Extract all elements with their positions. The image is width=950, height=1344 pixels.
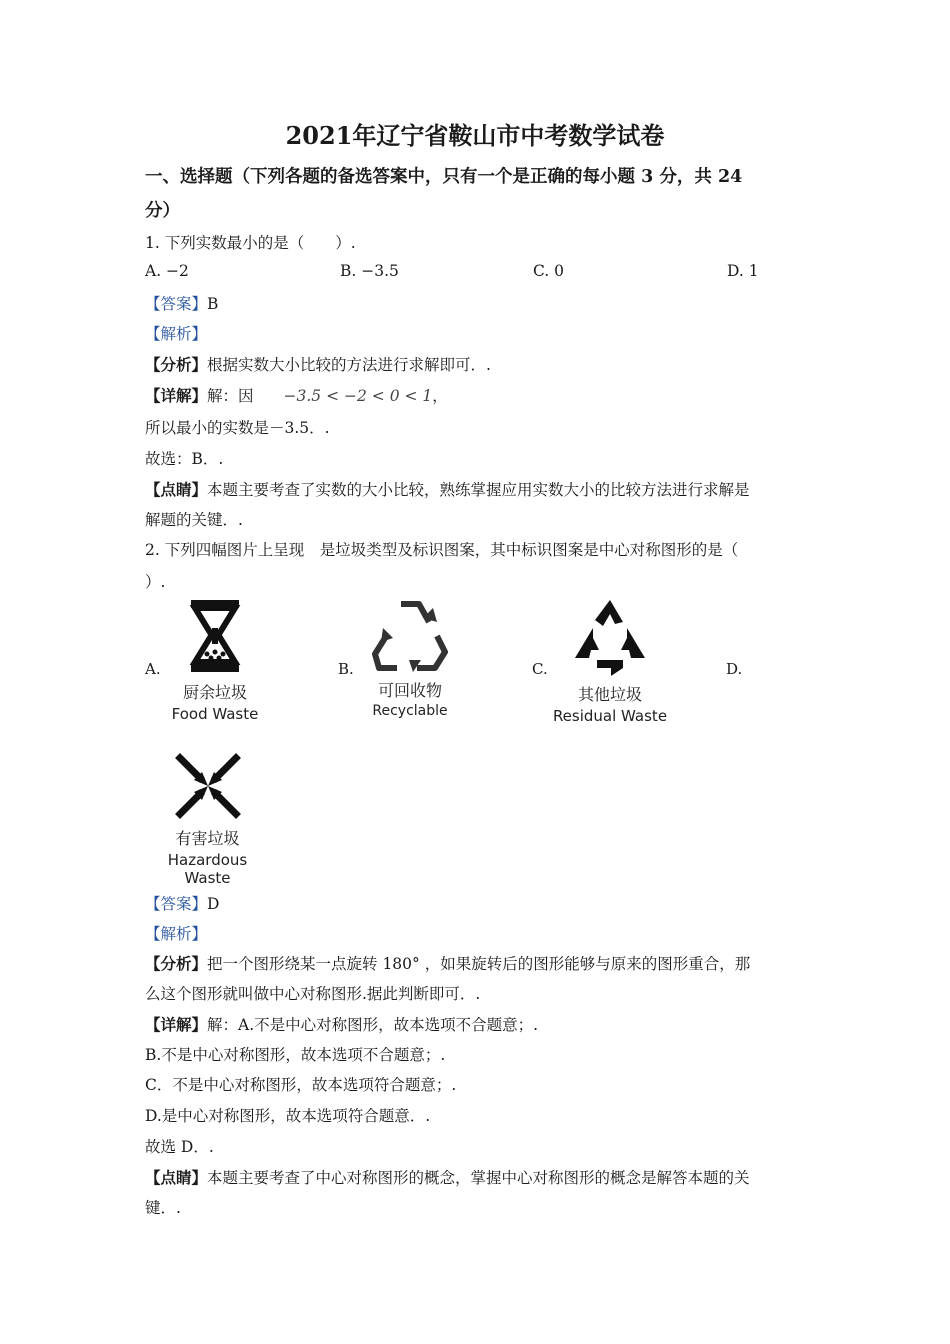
q2-figure-b-en: Recyclable — [372, 703, 448, 719]
q1-option-d: D. 1 — [727, 262, 759, 280]
fenxi-tag: 【分析】 — [145, 355, 208, 374]
q2-figure-c-cn: 其他垃圾 — [577, 685, 642, 704]
q2-figure-a-en: Food Waste — [171, 705, 259, 723]
q1-xiangjie-suffix: ， — [432, 387, 448, 405]
q1-option-a: A. −2 — [145, 262, 189, 280]
hazardous-waste-icon — [172, 750, 244, 822]
q1-fenxi-line — [145, 353, 491, 375]
residual-waste-icon — [571, 598, 649, 678]
page-title: 2021年辽宁省鞍山市中考数学试卷 — [285, 121, 665, 150]
q1-fenxi: 根据实数大小比较的方法进行求解即可．. — [207, 356, 491, 374]
q1-xiangjie-prefix: 解：因 — [207, 387, 254, 405]
food-waste-icon — [183, 598, 247, 676]
q1-analysis-line — [145, 322, 207, 344]
q1-answer-line — [145, 292, 218, 314]
q2-answer-line — [145, 892, 219, 914]
q1-dianjing1: 本题主要考查了实数的大小比较，熟练掌握应用实数大小的比较方法进行求解是 — [207, 481, 750, 499]
q2-figure-a-cn: 厨余垃圾 — [182, 683, 247, 702]
xiangjie-tag: 【详解】 — [145, 386, 208, 405]
q2-figure-a — [160, 598, 270, 723]
answer-tag: 【答案】 — [145, 895, 208, 913]
q2-dianjing-line1 — [145, 1166, 750, 1188]
q2-answer: D — [207, 895, 220, 913]
q1-stem: 1. 下列实数最小的是（ ）. — [145, 234, 356, 252]
q2-stem-line2: ）. — [145, 573, 166, 591]
q2-option-label-a: A. — [145, 660, 161, 678]
q2-detail-c: C．不是中心对称图形，故本选项符合题意；. — [145, 1076, 457, 1094]
xiangjie-tag: 【详解】 — [145, 1015, 208, 1034]
q2-figure-b-cn: 可回收物 — [377, 681, 442, 700]
dianjing-tag: 【点睛】 — [145, 480, 208, 499]
fenxi-tag: 【分析】 — [145, 954, 208, 973]
section-heading-line2: 分） — [145, 201, 180, 221]
q2-figure-d-cn: 有害垃圾 — [175, 829, 240, 848]
q2-fenxi-line2: 么这个图形就叫做中心对称图形.据此判断即可．. — [145, 985, 481, 1003]
q1-option-c: C. 0 — [533, 262, 565, 280]
q1-conclusion-b: 故选：B．. — [145, 450, 224, 468]
dianjing-tag: 【点睛】 — [145, 1168, 208, 1187]
analysis-tag: 【解析】 — [145, 325, 208, 343]
q2-detail-d: D.是中心对称图形，故本选项符合题意．. — [145, 1107, 431, 1125]
q2-xiangjie-line — [145, 1013, 538, 1035]
recycle-icon — [371, 598, 449, 674]
answer-tag: 【答案】 — [145, 295, 208, 313]
q2-dianjing1: 本题主要考查了中心对称图形的概念，掌握中心对称图形的概念是解答本题的关 — [207, 1169, 750, 1187]
analysis-tag: 【解析】 — [145, 925, 208, 943]
q2-option-label-b: B. — [338, 660, 354, 678]
q2-stem-line1: 2. 下列四幅图片上呈现 是垃圾类型及标识图案，其中标识图案是中心对称图形的是（ — [145, 541, 739, 559]
q1-dianjing-line2: 解题的关键．. — [145, 511, 243, 529]
q1-xiangjie-line — [145, 384, 448, 406]
q2-figure-c-en: Residual Waste — [552, 707, 668, 725]
q2-fenxi1: 把一个图形绕某一点旋转 180° ，如果旋转后的图形能够与原来的图形重合，那 — [207, 955, 751, 973]
q1-conclusion-a: 所以最小的实数是－3.5．. — [145, 419, 330, 437]
q2-figure-c — [550, 598, 670, 725]
q2-conclusion: 故选 D．. — [145, 1138, 214, 1156]
q2-analysis-line — [145, 922, 207, 944]
q2-figure-d-en: Hazardous Waste — [167, 851, 248, 887]
q1-option-b: B. −3.5 — [340, 262, 399, 280]
q2-fenxi-line1 — [145, 952, 750, 974]
q1-answer: B — [207, 295, 219, 313]
q2-detail-b: B.不是中心对称图形，故本选项不合题意；. — [145, 1046, 446, 1064]
section-heading-line1: 一、选择题（下列各题的备选答案中，只有一个是正确的每小题 3 分，共 24 — [145, 167, 743, 187]
q1-dianjing-line1 — [145, 478, 750, 500]
q2-figure-d — [145, 750, 270, 887]
q2-option-label-c: C. — [532, 660, 548, 678]
q2-figure-b — [355, 598, 465, 719]
q2-option-label-d: D. — [726, 660, 743, 678]
q1-xiangjie-math: −3.5 < −2 < 0 < 1 — [283, 387, 433, 405]
q2-dianjing-line2: 键．. — [145, 1199, 181, 1217]
q2-xiangjie1: 解：A.不是中心对称图形，故本选项不合题意；. — [207, 1016, 539, 1034]
